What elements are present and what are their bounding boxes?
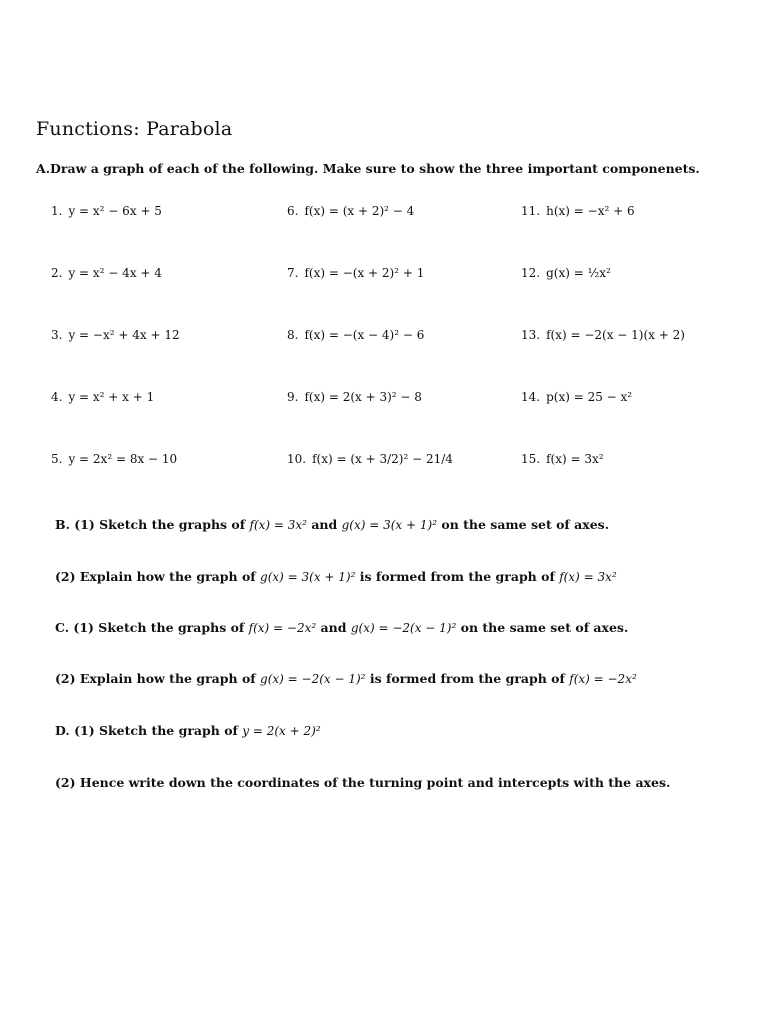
problem-number: 15. — [521, 452, 541, 466]
problem-item — [51, 204, 162, 218]
question-text: (2) Explain how the graph of — [55, 569, 261, 584]
page-title: Functions: Parabola — [36, 118, 233, 140]
section-d-question-1 — [55, 723, 321, 738]
problem-expression: f(x) = −2(x − 1)(x + 2) — [546, 328, 685, 342]
problem-item — [287, 266, 424, 280]
problem-expression: y = −x² + 4x + 12 — [68, 328, 180, 342]
problem-expression: y = x² − 4x + 4 — [68, 266, 162, 280]
problem-item — [521, 266, 611, 280]
problem-expression: f(x) = (x + 3/2)² − 21/4 — [312, 452, 453, 466]
question-text: and — [306, 517, 342, 532]
problem-number: 4. — [51, 390, 63, 404]
problem-item — [51, 452, 177, 466]
problem-item — [521, 390, 632, 404]
question-text: on the same set of axes. — [437, 517, 610, 532]
problem-number: 6. — [287, 204, 299, 218]
question-text: and — [316, 620, 351, 635]
problem-number: 3. — [51, 328, 63, 342]
math-expression: g(x) = 3(x + 1)² — [260, 570, 356, 584]
math-expression: f(x) = −2x² — [569, 672, 637, 686]
problem-expression: y = 2x² = 8x − 10 — [68, 452, 178, 466]
math-expression: g(x) = −2(x − 1)² — [260, 672, 366, 686]
problem-item — [51, 328, 180, 342]
question-text: D. (1) Sketch the graph of — [55, 723, 243, 738]
problem-number: 11. — [521, 204, 541, 218]
problem-expression: f(x) = −(x − 4)² − 6 — [304, 328, 425, 342]
question-text: is formed from the graph of — [365, 671, 570, 686]
problem-number: 13. — [521, 328, 541, 342]
problem-expression: p(x) = 25 − x² — [546, 390, 633, 404]
problem-expression: y = x² + x + 1 — [68, 390, 155, 404]
problem-number: 10. — [287, 452, 307, 466]
math-expression: g(x) = 3(x + 1)² — [341, 518, 437, 532]
problem-number: 8. — [287, 328, 299, 342]
problem-item — [287, 452, 453, 466]
problem-expression: g(x) = ½x² — [546, 266, 611, 280]
problem-item — [51, 266, 162, 280]
question-text: C. (1) Sketch the graphs of — [55, 620, 249, 635]
section-a-instruction: A.Draw a graph of each of the following. Make sure to show the three important componenets. — [36, 161, 700, 176]
problem-item — [51, 390, 154, 404]
question-text: (2) Explain how the graph of — [55, 671, 261, 686]
problem-expression: f(x) = (x + 2)² − 4 — [304, 204, 415, 218]
problem-expression: f(x) = 3x² — [546, 452, 604, 466]
section-b-question-1 — [55, 517, 609, 532]
problem-number: 12. — [521, 266, 541, 280]
section-b-question-2 — [55, 569, 617, 584]
problem-item — [521, 452, 604, 466]
problem-expression: h(x) = −x² + 6 — [546, 204, 635, 218]
problem-expression: y = x² − 6x + 5 — [68, 204, 162, 218]
question-text: B. (1) Sketch the graphs of — [55, 517, 250, 532]
question-text: (2) Hence write down the coordinates of the turning point and intercepts with the axes. — [55, 775, 671, 790]
problem-item — [287, 328, 424, 342]
problem-expression: f(x) = −(x + 2)² + 1 — [304, 266, 425, 280]
math-expression: y = 2(x + 2)² — [242, 724, 321, 738]
problem-item — [521, 204, 635, 218]
math-expression: f(x) = 3x² — [249, 518, 307, 532]
math-expression: g(x) = −2(x − 1)² — [350, 621, 457, 635]
problem-number: 2. — [51, 266, 63, 280]
problem-number: 1. — [51, 204, 63, 218]
question-text: on the same set of axes. — [456, 620, 629, 635]
question-text: is formed from the graph of — [355, 569, 560, 584]
problem-number: 14. — [521, 390, 541, 404]
problem-expression: f(x) = 2(x + 3)² − 8 — [304, 390, 422, 404]
problem-number: 7. — [287, 266, 299, 280]
problem-item — [521, 328, 685, 342]
problem-item — [287, 390, 422, 404]
section-c-question-2 — [55, 671, 637, 686]
math-expression: f(x) = −2x² — [248, 621, 317, 635]
math-expression: f(x) = 3x² — [559, 570, 617, 584]
problem-number: 5. — [51, 452, 63, 466]
problem-number: 9. — [287, 390, 299, 404]
section-d-question-2 — [55, 775, 670, 790]
section-c-question-1 — [55, 620, 628, 635]
problem-item — [287, 204, 414, 218]
